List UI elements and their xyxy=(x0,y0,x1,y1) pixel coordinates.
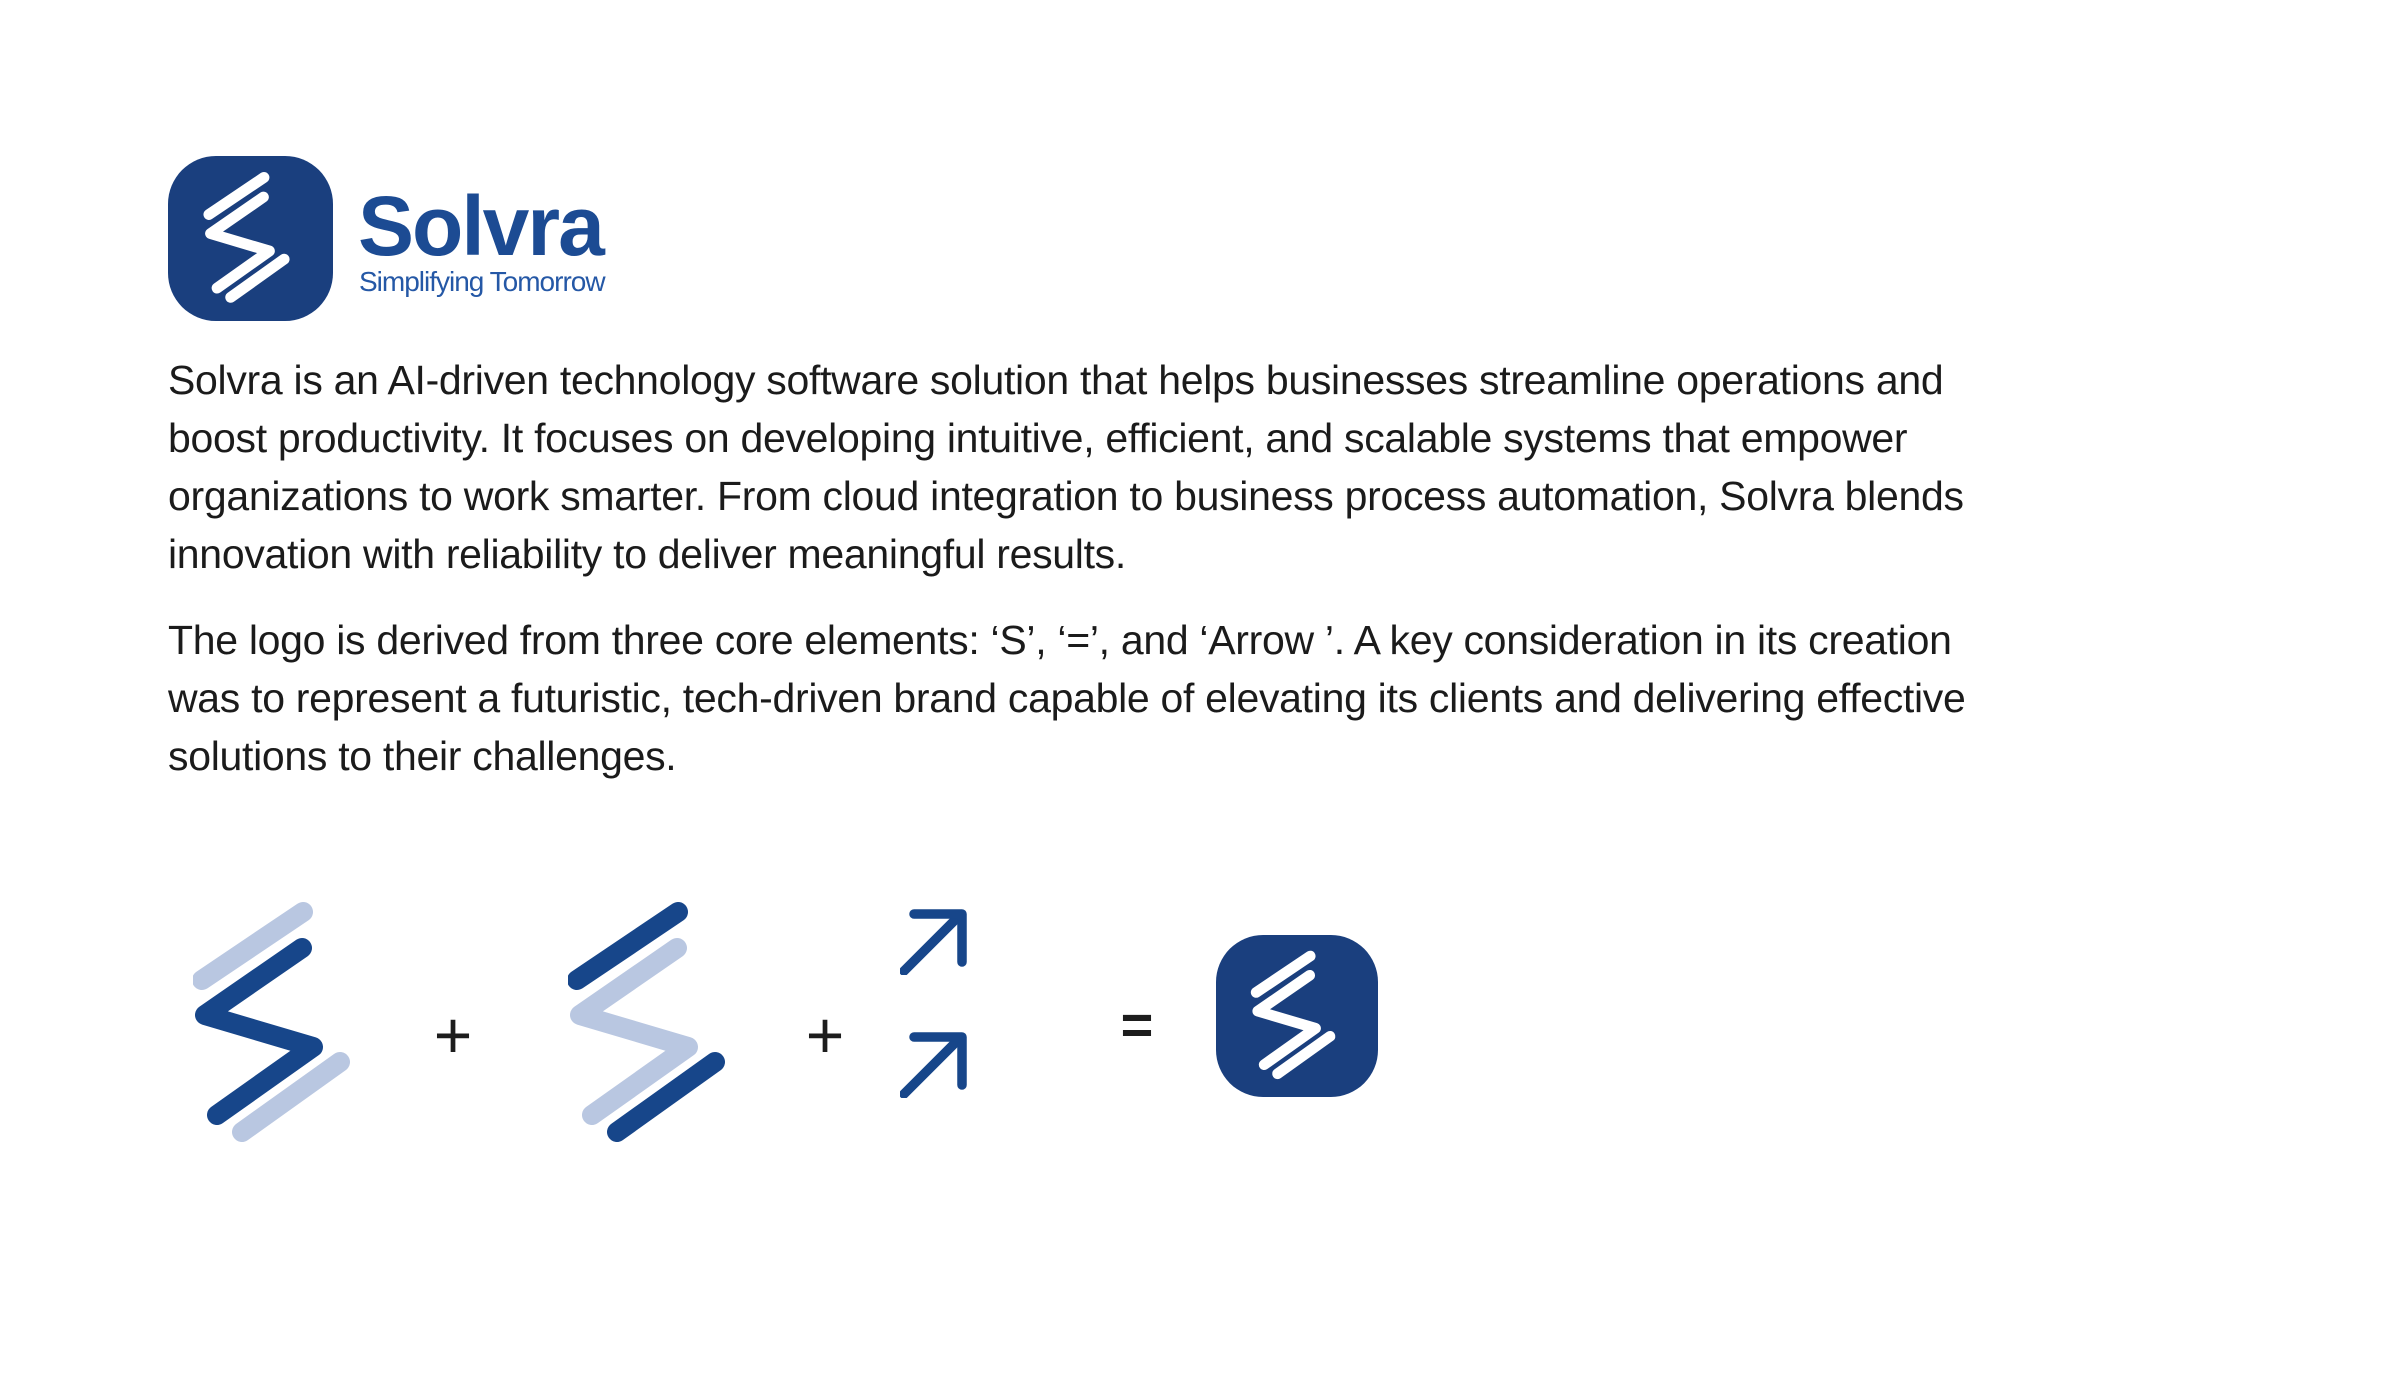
intro-paragraph xyxy=(168,351,1964,583)
brand-logo-lockup xyxy=(168,156,728,331)
text-line: was to represent a futuristic, tech-driven brand capable of elevating its clients and delivering effective xyxy=(168,675,1966,721)
solvra-logo-icon xyxy=(168,156,333,321)
s-mark-light-stripes-navy-zigzag xyxy=(193,902,353,1144)
arrow-up-right-icon xyxy=(900,1030,970,1098)
solvra-s-mark-icon xyxy=(168,156,333,321)
brand-wordmark: Solvra xyxy=(358,179,603,273)
solvra-app-icon-result xyxy=(1216,935,1378,1097)
text-line: The logo is derived from three core elements: ‘S’, ‘=’, and ‘Arrow ’. A key consideration in its creation xyxy=(168,617,1952,663)
plus-operator: + xyxy=(805,998,845,1072)
solvra-s-mark-icon xyxy=(1216,935,1378,1097)
brand-tagline: Simplifying Tomorrow xyxy=(359,266,605,297)
text-line: boost productivity. It focuses on developing intuitive, efficient, and scalable systems that empower xyxy=(168,415,1908,461)
equals-operator: = xyxy=(1120,993,1154,1056)
s-mark-navy-stripes-light-zigzag xyxy=(568,902,728,1144)
plus-operator: + xyxy=(433,998,473,1072)
logo-story-paragraph xyxy=(168,611,1966,785)
text-line: organizations to work smarter. From cloud integration to business process automation, Solvra blends xyxy=(168,473,1964,519)
text-line: innovation with reliability to deliver meaningful results. xyxy=(168,531,1126,577)
text-line: Solvra is an AI-driven technology software solution that helps businesses streamline operations and xyxy=(168,357,1944,403)
arrow-up-right-icon xyxy=(900,907,970,975)
text-line: solutions to their challenges. xyxy=(168,733,677,779)
